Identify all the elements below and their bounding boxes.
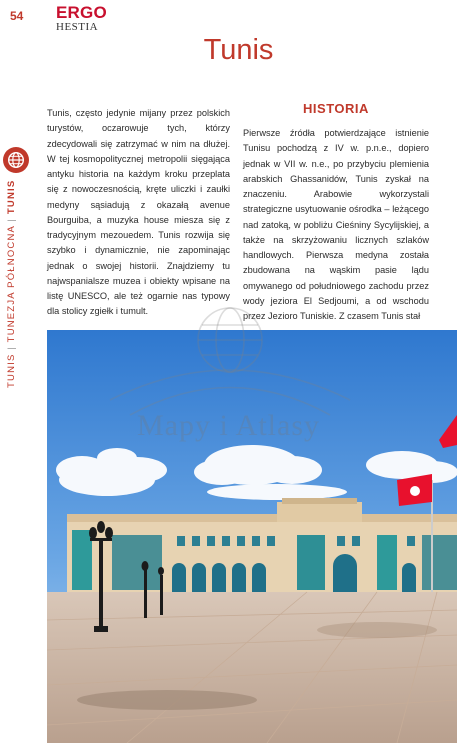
city-hall-photo (47, 330, 457, 743)
section-label-part3: TUNIS (6, 179, 17, 215)
intro-paragraph: Tunis, często jedynie mijany przez polskich turystów, oczarowuje tych, którzy zdecydowali się zatrzymać w nim na dłużej. W tej kosmopolitycznej metropolii sięgająca antyku historia na każdym kroku przeplata się z nowoczesnością, kręte uliczki i zaułki medyny sąsiadują z okazałą avenue Bourguiba, a muzyka house miesza się z tradycyjnym mezouedem. Tunis rozwija się szybko i dynamicznie, nie zapominając jednak o swojej historii. Znajdziemy tu najwspanialsze muzea i obiekty wpisane na listę UNESCO, ale też ogarnie nas typowy dla stolicy zgiełk i tumult. (47, 108, 230, 317)
page-title: Tunis (203, 34, 274, 66)
logo-brand: ERGO (56, 3, 107, 22)
historia-paragraph: Pierwsze źródła potwierdzające istnienie Tunisu pochodzą z IV w. p.n.e., dopiero jednak w VII w. n.e., po przybyciu plemienia arabskich Ghassanidów, Tunis zyskał na znaczeniu. Arabowie wykorzystali strategiczne usytuowanie ośrodka – leżącego nad zatoką, w pobliżu Cieśniny Sycylijskiej, a także na skrzyżowaniu licznych szlaków handlowych. Pierwsza medyna została zbudowana na wąskim pasie lądu omywanego od południowego zachodu przez wody jeziora El Sedjoumi, a od wschodu przez Jezioro Tuniskie. Z czasem Tunis stał (243, 128, 429, 322)
section-label-sep1: | (6, 342, 17, 354)
logo-sub: HESTIA (56, 21, 99, 33)
section-label (6, 179, 17, 388)
globe-icon (3, 147, 29, 173)
section-label-part1: TUNIS (6, 353, 17, 388)
section-label-part2: TUNEZJA PÓŁNOCNA (6, 225, 17, 343)
watermark-text: Mapy i Atlasy (137, 409, 320, 442)
section-label-sep2: | (6, 214, 17, 226)
publisher-logo (56, 4, 107, 33)
historia-heading: HISTORIA (303, 101, 369, 116)
page-number: 54 (10, 9, 24, 23)
